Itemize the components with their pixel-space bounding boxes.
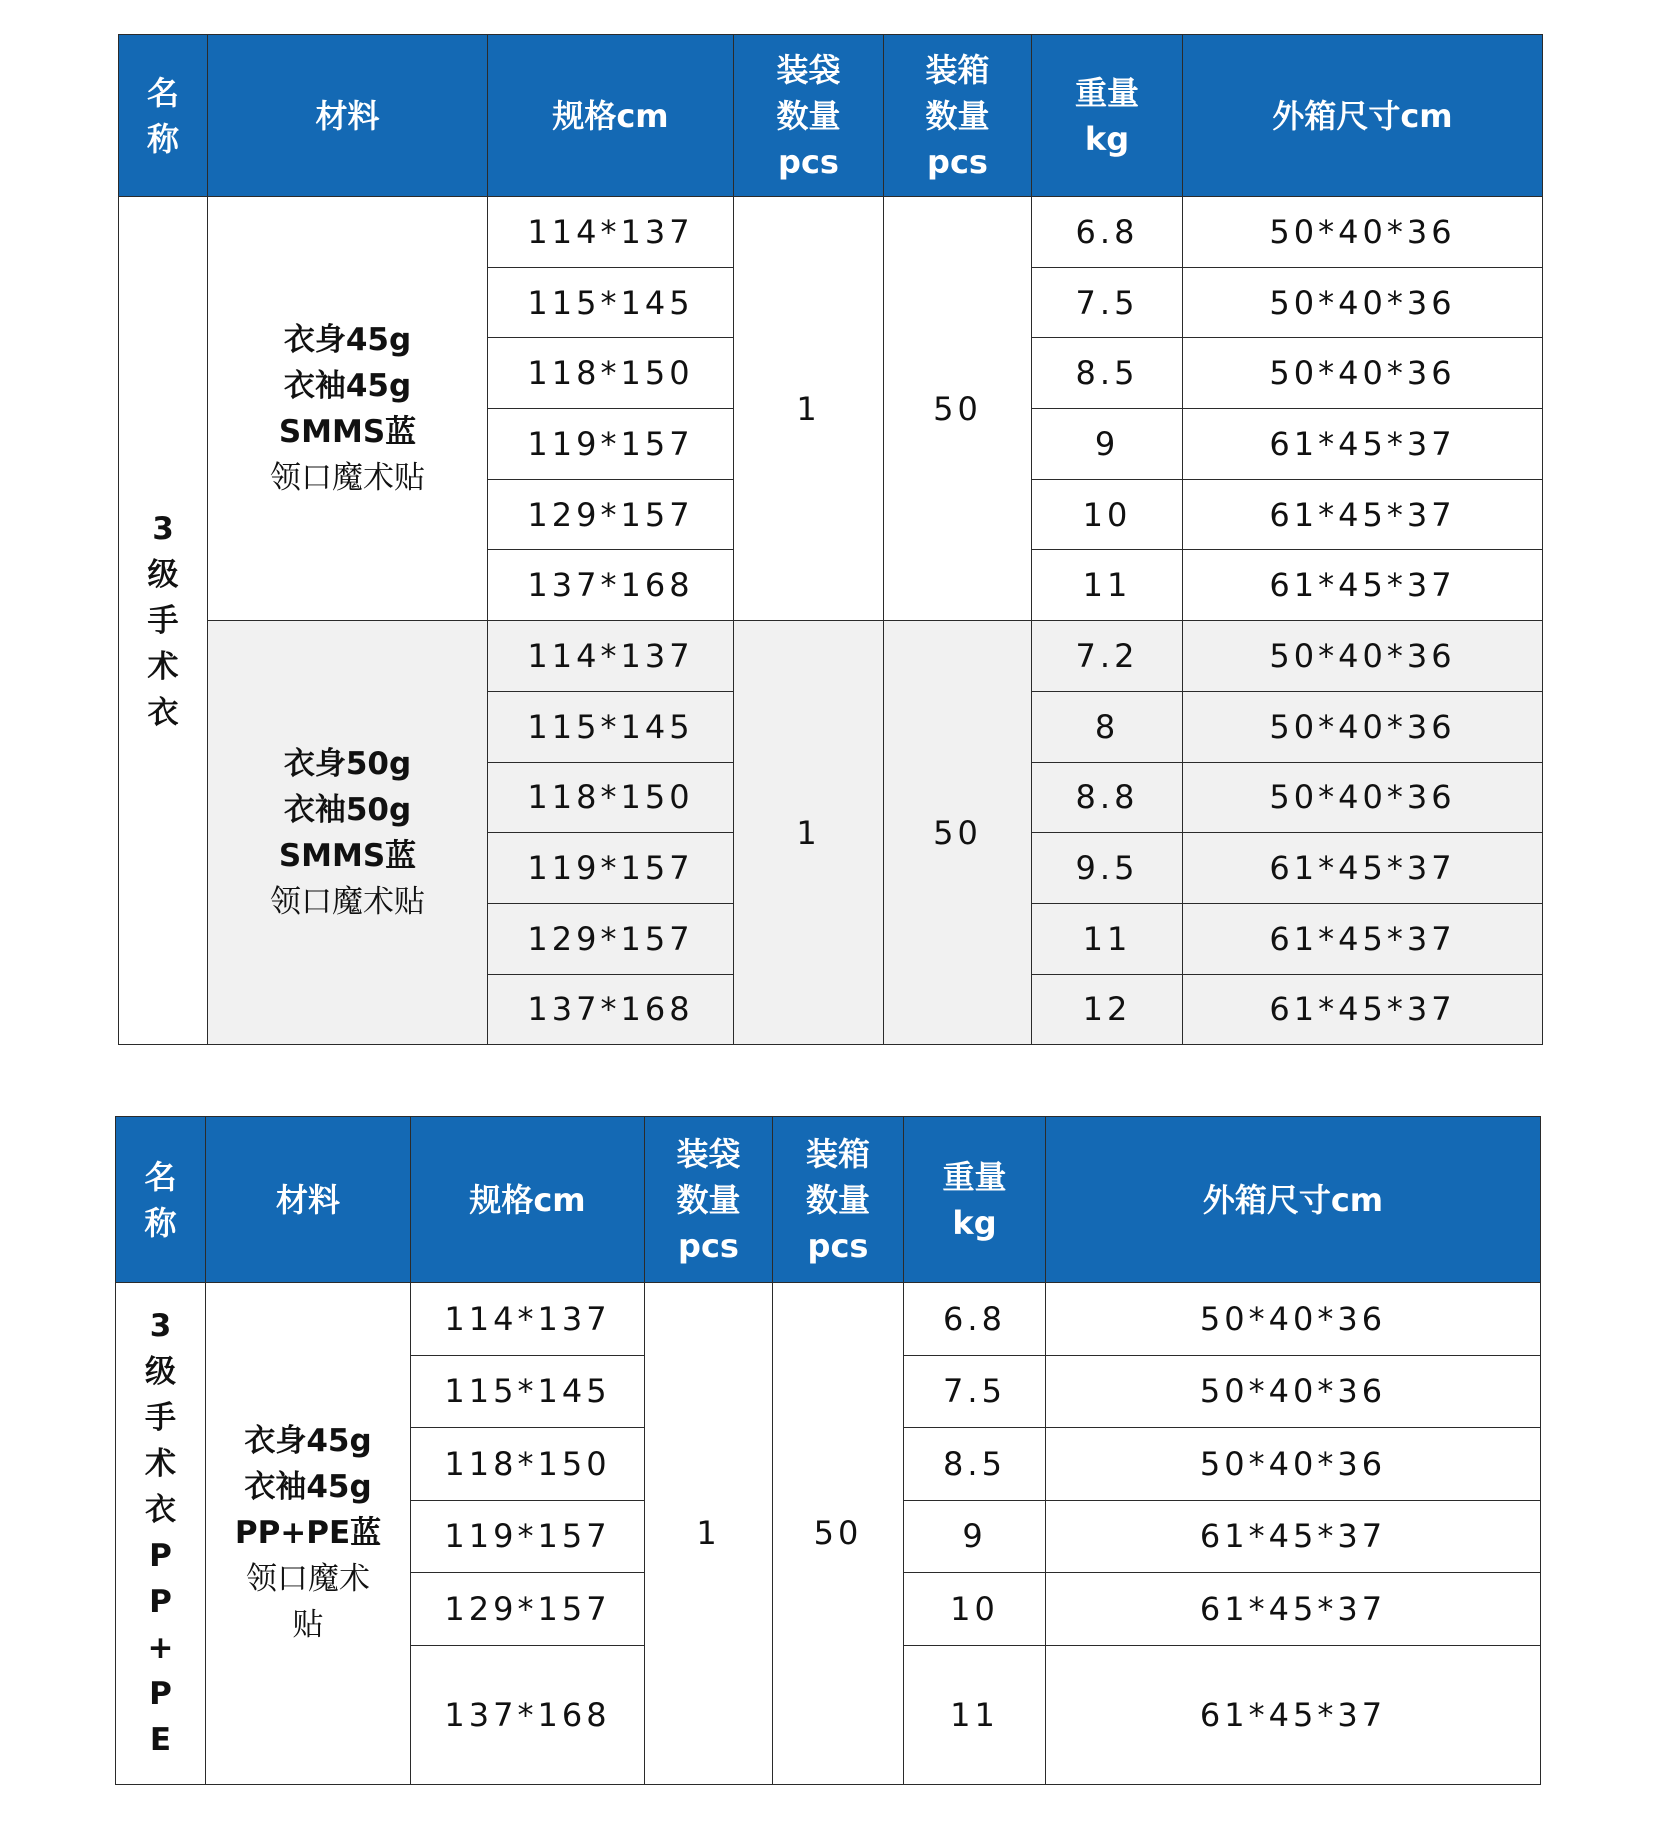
weight-cell: 8.8 xyxy=(1032,762,1183,833)
header-box-qty: 装箱 数量 pcs xyxy=(884,35,1032,197)
box-size-cell: 50*40*36 xyxy=(1183,621,1543,692)
table-row xyxy=(119,621,1543,692)
weight-cell: 11 xyxy=(904,1645,1046,1784)
weight-cell: 7.5 xyxy=(904,1355,1046,1428)
weight-cell: 9 xyxy=(1032,409,1183,480)
table-row xyxy=(116,1283,1541,1356)
header-name: 名称 xyxy=(116,1117,206,1283)
box-size-cell: 61*45*37 xyxy=(1183,903,1543,974)
bag-qty-cell: 1 xyxy=(734,621,884,1045)
spec-cell: 118*150 xyxy=(488,338,734,409)
weight-cell: 8 xyxy=(1032,691,1183,762)
bag-qty-cell: 1 xyxy=(734,197,884,621)
spec-table-pp-pe xyxy=(115,1116,1541,1785)
spec-cell: 119*157 xyxy=(411,1500,645,1573)
box-qty-cell: 50 xyxy=(773,1283,904,1785)
header-weight: 重量 kg xyxy=(1032,35,1183,197)
spec-cell: 114*137 xyxy=(488,621,734,692)
header-box-size: 外箱尺寸cm xyxy=(1046,1117,1541,1283)
spec-cell: 115*145 xyxy=(411,1355,645,1428)
bag-qty-cell: 1 xyxy=(645,1283,773,1785)
table-row xyxy=(119,197,1543,268)
spec-cell: 115*145 xyxy=(488,691,734,762)
box-size-cell: 50*40*36 xyxy=(1183,197,1543,268)
header-box-size: 外箱尺寸cm xyxy=(1183,35,1543,197)
box-size-cell: 61*45*37 xyxy=(1183,409,1543,480)
box-size-cell: 50*40*36 xyxy=(1046,1283,1541,1356)
weight-cell: 8.5 xyxy=(1032,338,1183,409)
header-spec: 规格cm xyxy=(488,35,734,197)
weight-cell: 7.2 xyxy=(1032,621,1183,692)
spec-cell: 137*168 xyxy=(411,1645,645,1784)
spec-cell: 115*145 xyxy=(488,267,734,338)
weight-cell: 11 xyxy=(1032,903,1183,974)
box-size-cell: 61*45*37 xyxy=(1183,550,1543,621)
spec-cell: 114*137 xyxy=(488,197,734,268)
box-qty-cell: 50 xyxy=(884,197,1032,621)
header-box-qty: 装箱 数量 pcs xyxy=(773,1117,904,1283)
header-bag-qty: 装袋 数量 pcs xyxy=(734,35,884,197)
weight-cell: 10 xyxy=(904,1573,1046,1646)
spec-cell: 119*157 xyxy=(488,409,734,480)
spec-cell: 137*168 xyxy=(488,974,734,1045)
box-size-cell: 50*40*36 xyxy=(1183,338,1543,409)
box-size-cell: 61*45*37 xyxy=(1183,974,1543,1045)
weight-cell: 6.8 xyxy=(1032,197,1183,268)
header-row xyxy=(116,1117,1541,1283)
header-spec: 规格cm xyxy=(411,1117,645,1283)
header-name: 名称 xyxy=(119,35,208,197)
header-material: 材料 xyxy=(208,35,488,197)
material-cell: 衣身50g 衣袖50g SMMS蓝 领口魔术贴 xyxy=(208,621,488,1045)
box-size-cell: 50*40*36 xyxy=(1183,691,1543,762)
box-size-cell: 61*45*37 xyxy=(1183,479,1543,550)
material-cell: 衣身45g 衣袖45g SMMS蓝 领口魔术贴 xyxy=(208,197,488,621)
box-size-cell: 50*40*36 xyxy=(1183,267,1543,338)
header-weight: 重量 kg xyxy=(904,1117,1046,1283)
box-size-cell: 50*40*36 xyxy=(1183,762,1543,833)
weight-cell: 9.5 xyxy=(1032,833,1183,904)
spec-cell: 129*157 xyxy=(488,479,734,550)
product-name: 3级手术衣 xyxy=(119,197,208,1045)
box-qty-cell: 50 xyxy=(884,621,1032,1045)
weight-cell: 8.5 xyxy=(904,1428,1046,1501)
spec-table-smms xyxy=(118,34,1543,1045)
box-size-cell: 61*45*37 xyxy=(1046,1573,1541,1646)
box-size-cell: 61*45*37 xyxy=(1183,833,1543,904)
box-size-cell: 50*40*36 xyxy=(1046,1355,1541,1428)
spec-cell: 114*137 xyxy=(411,1283,645,1356)
box-size-cell: 61*45*37 xyxy=(1046,1500,1541,1573)
header-row xyxy=(119,35,1543,197)
spec-cell: 129*157 xyxy=(411,1573,645,1646)
spec-cell: 118*150 xyxy=(411,1428,645,1501)
spec-cell: 129*157 xyxy=(488,903,734,974)
weight-cell: 11 xyxy=(1032,550,1183,621)
header-bag-qty: 装袋 数量 pcs xyxy=(645,1117,773,1283)
weight-cell: 12 xyxy=(1032,974,1183,1045)
weight-cell: 9 xyxy=(904,1500,1046,1573)
header-material: 材料 xyxy=(206,1117,411,1283)
spec-cell: 137*168 xyxy=(488,550,734,621)
box-size-cell: 61*45*37 xyxy=(1046,1645,1541,1784)
weight-cell: 7.5 xyxy=(1032,267,1183,338)
spec-cell: 118*150 xyxy=(488,762,734,833)
product-name: 3级手术衣PP+PE xyxy=(116,1283,206,1785)
weight-cell: 10 xyxy=(1032,479,1183,550)
box-size-cell: 50*40*36 xyxy=(1046,1428,1541,1501)
weight-cell: 6.8 xyxy=(904,1283,1046,1356)
spec-cell: 119*157 xyxy=(488,833,734,904)
material-cell: 衣身45g 衣袖45g PP+PE蓝 领口魔术 贴 xyxy=(206,1283,411,1785)
